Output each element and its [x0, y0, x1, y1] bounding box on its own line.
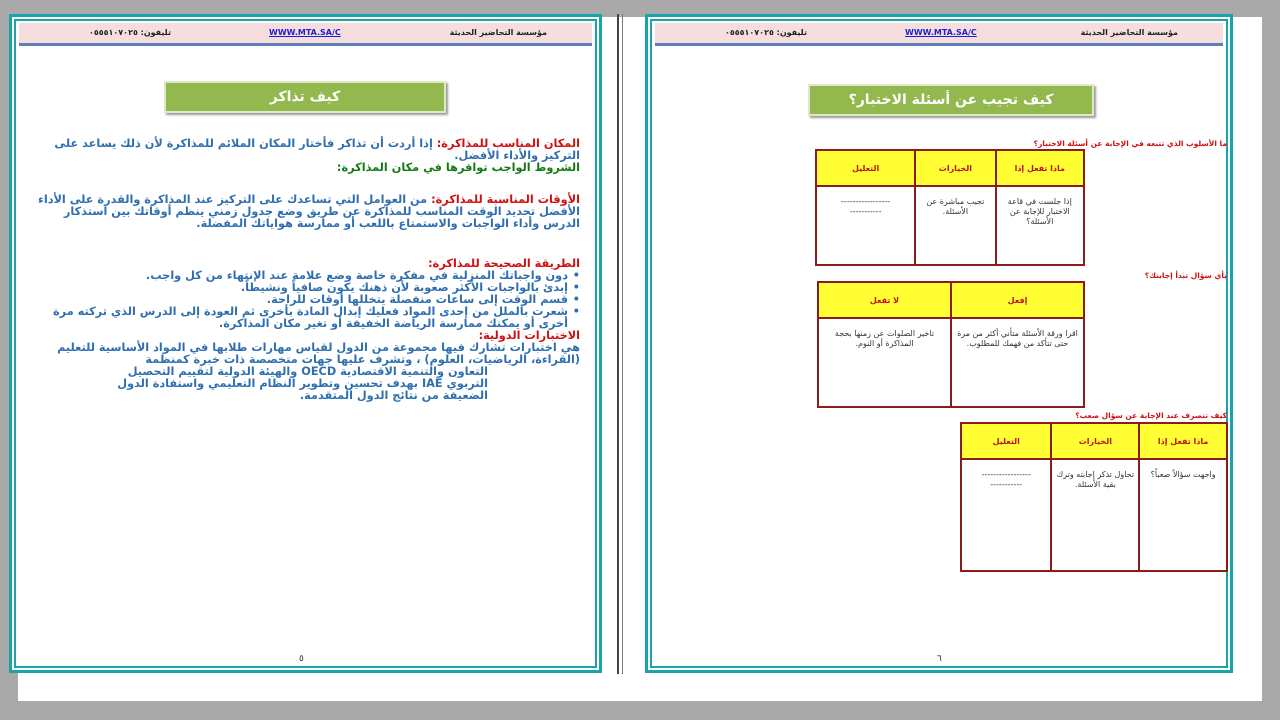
list-item: • قسم الوقت إلى ساعات منفصلة يتخللها أوقات للراحة.: [34, 294, 580, 306]
question-1: ما الأسلوب الذي تتبعه في الإجابة عن أسئلة الاختبار؟: [1033, 139, 1227, 148]
study-method-heading: الطريقة الصحيحة للمذاكرة:: [428, 257, 580, 270]
study-times-heading: الأوقات المناسبة للمذاكرة:: [431, 193, 580, 206]
list-item: • دون واجباتك المنزلية في مفكرة خاصة وضع علامة عند الإنتهاء من كل واجب.: [34, 270, 580, 282]
answer-table-2: [817, 281, 1085, 408]
page-gutter-line: [622, 14, 623, 674]
question-3: كيف تتصرف عند الإجابة عن سؤال صعب؟: [1075, 411, 1227, 420]
page-header: [19, 23, 592, 46]
study-place-section: [34, 138, 580, 174]
left-page: [9, 14, 602, 673]
right-page: [645, 14, 1233, 673]
header-org: مؤسسة التحاضير الحديثة: [1080, 28, 1178, 37]
table-header: ماذا تفعل إذا: [1139, 423, 1227, 459]
page-gutter: [617, 14, 619, 674]
study-place-conditions: الشروط الواجب توافرها في مكان المذاكرة:: [336, 161, 580, 174]
table-cell: ----------------- -----------: [961, 459, 1051, 571]
page-title: كيف تذاكر: [164, 81, 446, 113]
table-cell: اقرا ورقة الأسئلة متأني أكثر من مرة حتى تتأكد من فهمك للمطلوب.: [951, 318, 1084, 407]
intl-tests-indent: التعاون والتنمية الاقتصادية OECD والهيئة الدولية لتقييم التحصيل التربوي IAE بهدف تحسين وتطوير النظام التعليمي واستفادة الدول الضعيفة من نتائج الدول المتقدمة.: [117, 365, 488, 402]
table-cell: واجهت سؤالاً صعباً؟: [1139, 459, 1227, 571]
study-method-section: [34, 258, 580, 402]
table-header: الخيارات: [1051, 423, 1139, 459]
answer-table-3: [960, 422, 1228, 572]
study-place-heading: المكان المناسب للمذاكرة:: [436, 137, 580, 150]
table-cell: تجيب مباشرة عن الأسئلة.: [915, 186, 995, 265]
study-times-section: [34, 194, 580, 230]
header-phone: تليفون: ٠٥٥٥١٠٧٠٢٥: [725, 28, 807, 37]
table-header: التعليل: [961, 423, 1051, 459]
intl-tests-text: هي اختبارات تشارك فيها مجموعة من الدول لقياس مهارات طلابها في المواد الأساسية للتعليم (القراءة، الرياضيات، العلوم) ، وتشرف عليها جهات متخصصة ذات خبرة كمنظمة: [57, 341, 580, 366]
header-org: مؤسسة التحاضير الحديثة: [449, 28, 547, 37]
table-cell: إذا جلست في قاعة الاختبار للإجابة عن الأسئلة؟: [996, 186, 1084, 265]
page-title: كيف تجيب عن أسئلة الاختبار؟: [808, 84, 1094, 116]
header-phone: تليفون: ٠٥٥٥١٠٧٠٢٥: [89, 28, 171, 37]
table-cell: تاخير الصلوات عن زمنها بحجة المذاكرة أو النوم.: [818, 318, 951, 407]
answer-table-1: [815, 149, 1085, 266]
table-header: إفعل: [951, 282, 1084, 318]
header-url-link[interactable]: WWW.MTA.SA/C: [269, 28, 341, 37]
study-times-text: من العوامل التي تساعدك على التركيز عند المذاكرة والقدرة على الأداء الأفضل تحديد الوقت المناسب للمذاكرة عن طريق وضع جدول زمني ينظم أوقاتك بين استذكار الدرس وأداء الواجبات والاستمتاع باللعب أو ممارسة هواياتك المفضلة.: [38, 193, 580, 230]
list-item: • إبدئ بالواجبات الأكثر صعوبة لأن ذهنك يكون صافياً ونشيطاً.: [34, 282, 580, 294]
table-cell: ----------------- -----------: [816, 186, 915, 265]
list-item: • شعرت بالملل من إحدى المواد فعليك إبدال المادة بأخرى ثم العودة إلى الدرس الذي تركته مرة أخرى أو يمكنك ممارسة الرياضة الخفيفة أو تغير مكان المذاكرة.: [34, 306, 580, 330]
header-url-link[interactable]: WWW.MTA.SA/C: [905, 28, 977, 37]
table-cell: تحاول تذكر إجابته وترك بقية الأسئلة.: [1051, 459, 1139, 571]
table-header: ماذا تفعل إذا: [996, 150, 1084, 186]
table-header: التعليل: [816, 150, 915, 186]
table-header: الخيارات: [915, 150, 995, 186]
table-header: لا تفعل: [818, 282, 951, 318]
page-number: ٦: [937, 654, 942, 664]
question-2: بأي سؤال تبدأ إجابتك؟: [1144, 271, 1227, 280]
intl-tests-heading: الاختبارات الدولية:: [478, 329, 580, 342]
page-number: ٥: [299, 654, 304, 664]
study-place-text: إذا أردت أن تذاكر فأختار المكان الملائم للمذاكرة لأن ذلك يساعد على التركيز والأداء الأفضل.: [54, 137, 580, 162]
page-header: [655, 23, 1223, 46]
